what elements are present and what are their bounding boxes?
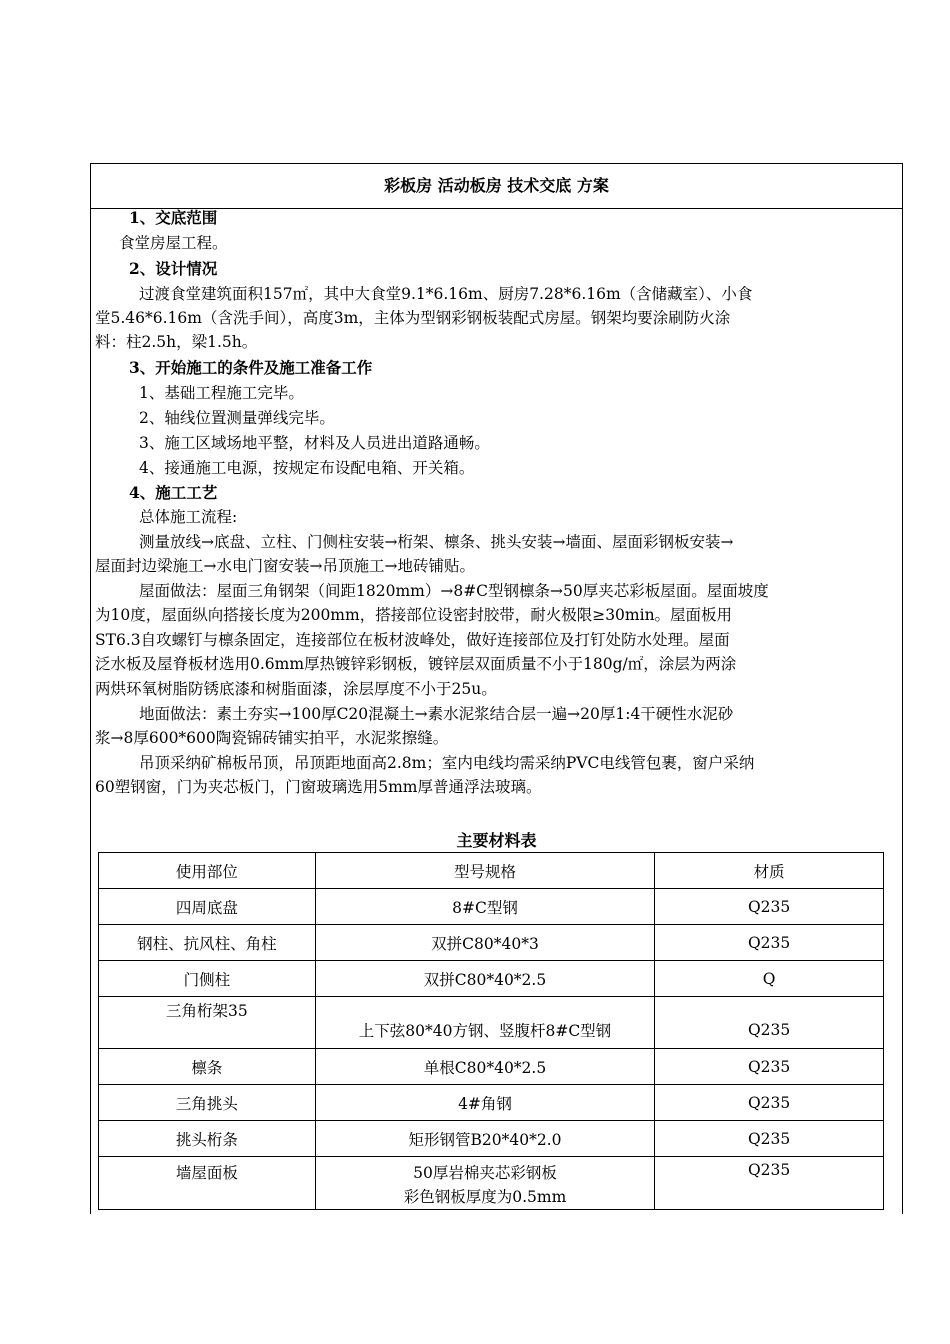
table-row (99, 1121, 884, 1157)
cell-spec: 4#角钢 (315, 1085, 654, 1121)
cell-part: 挑头桁条 (99, 1121, 316, 1157)
section-4-heading: 4、施工工艺 (129, 483, 218, 502)
roof-line-1: 屋面做法：屋面三角钢架（间距1820mm）→8#C型钢檩条→50厚夹芯彩板屋面。屋面坡度 (139, 582, 769, 600)
cell-part: 门侧柱 (99, 961, 316, 997)
table-row (99, 1085, 884, 1121)
cell-spec-line-2: 彩色钢板厚度为0.5mm (403, 1188, 567, 1206)
cell-part: 四周底盘 (99, 889, 316, 925)
flow-line-2: 屋面封边梁施工→水电门窗安装→吊顶施工→地砖铺贴。 (95, 557, 475, 575)
cell-part: 墙屋面板 (99, 1157, 316, 1210)
cell-material: Q235 (655, 997, 884, 1049)
cell-spec-line-1: 50厚岩棉夹芯彩钢板 (413, 1164, 557, 1182)
cell-part: 三角桁架35 (99, 997, 316, 1049)
cell-material: Q235 (655, 1121, 884, 1157)
section-2-heading: 2、设计情况 (129, 259, 218, 278)
roof-line-2: 为10度，屋面纵向搭接长度为200mm，搭接部位设密封胶带，耐火极限≥30min。屋面板用 (95, 606, 733, 624)
cell-material: Q235 (655, 1085, 884, 1121)
cell-material: Q (655, 961, 884, 997)
ceiling-line-1: 吊顶采纳矿棉板吊顶，吊顶距地面高2.8m；室内电线均需采纳PVC电线管包裹，窗户采纳 (139, 754, 755, 772)
section-1-text: 食堂房屋工程。 (119, 234, 228, 252)
cell-part: 钢柱、抗风柱、角柱 (99, 925, 316, 961)
cell-spec: 单根C80*40*2.5 (315, 1049, 654, 1085)
table-header-row (99, 853, 884, 889)
section-3-item: 3、施工区域场地平整，材料及人员进出道路通畅。 (139, 434, 490, 452)
section-3-item: 2、轴线位置测量弹线完毕。 (139, 409, 335, 427)
header-spec: 型号规格 (315, 853, 654, 889)
doc-title: 彩板房 活动板房 技术交底 方案 (91, 164, 902, 209)
flow-label: 总体施工流程: (139, 508, 238, 526)
cell-part: 檩条 (99, 1049, 316, 1085)
cell-part: 三角挑头 (99, 1085, 316, 1121)
section-3-item: 4、接通施工电源，按规定布设配电箱、开关箱。 (139, 459, 475, 477)
flow-line-1: 测量放线→底盘、立柱、门侧柱安装→桁架、檩条、挑头安装→墙面、屋面彩钢板安装→ (139, 533, 734, 551)
cell-spec: 上下弦80*40方钢、竖腹杆8#C型钢 (315, 997, 654, 1049)
floor-line-1: 地面做法：素土夯实→100厚C20混凝土→素水泥浆结合层一遍→20厚1:4干硬性水泥砂 (139, 705, 734, 723)
roof-line-4: 泛水板及屋脊板材选用0.6mm厚热镀锌彩钢板，镀锌层双面质量不小于180g/㎡，涂层为两涂 (95, 655, 737, 673)
roof-line-5: 两烘环氧树脂防锈底漆和树脂面漆，涂层厚度不小于25u。 (95, 680, 497, 698)
section-2-line-1: 过渡食堂建筑面积157㎡，其中大食堂9.1*6.16m、厨房7.28*6.16m（含储藏室）、小食 (139, 285, 753, 303)
table-row (99, 1049, 884, 1085)
floor-line-2: 浆→8厚600*600陶瓷锦砖铺实拍平，水泥浆擦缝。 (95, 729, 449, 747)
table-row (99, 925, 884, 961)
ceiling-line-2: 60塑钢窗，门为夹芯板门，门窗玻璃选用5mm厚普通浮法玻璃。 (95, 778, 542, 796)
cell-material: Q235 (655, 1157, 884, 1210)
cell-spec: 矩形钢管B20*40*2.0 (315, 1121, 654, 1157)
cell-material: Q235 (655, 1049, 884, 1085)
section-2-line-3: 料：柱2.5h，梁1.5h。 (95, 333, 258, 351)
materials-table (98, 852, 884, 1210)
materials-table-title: 主要材料表 (456, 831, 537, 850)
section-2-line-2: 堂5.46*6.16m（含洗手间），高度3m，主体为型钢彩钢板装配式房屋。钢架均要涂刷防火涂 (95, 309, 731, 327)
section-3-item: 1、基础工程施工完毕。 (139, 384, 304, 402)
table-row (99, 889, 884, 925)
cell-spec (315, 1157, 654, 1210)
header-part: 使用部位 (99, 853, 316, 889)
cell-spec: 双拼C80*40*3 (315, 925, 654, 961)
table-row (99, 961, 884, 997)
section-1-heading: 1、交底范围 (129, 208, 218, 227)
header-material: 材质 (655, 853, 884, 889)
cell-material: Q235 (655, 925, 884, 961)
cell-material: Q235 (655, 889, 884, 925)
section-3-heading: 3、开始施工的条件及施工准备工作 (129, 358, 373, 377)
table-row (99, 1157, 884, 1210)
table-row (99, 997, 884, 1049)
cell-spec: 8#C型钢 (315, 889, 654, 925)
cell-spec: 双拼C80*40*2.5 (315, 961, 654, 997)
roof-line-3: ST6.3自攻螺钉与檩条固定，连接部位在板材波峰处，做好连接部位及打钉处防水处理。屋面 (95, 631, 730, 649)
